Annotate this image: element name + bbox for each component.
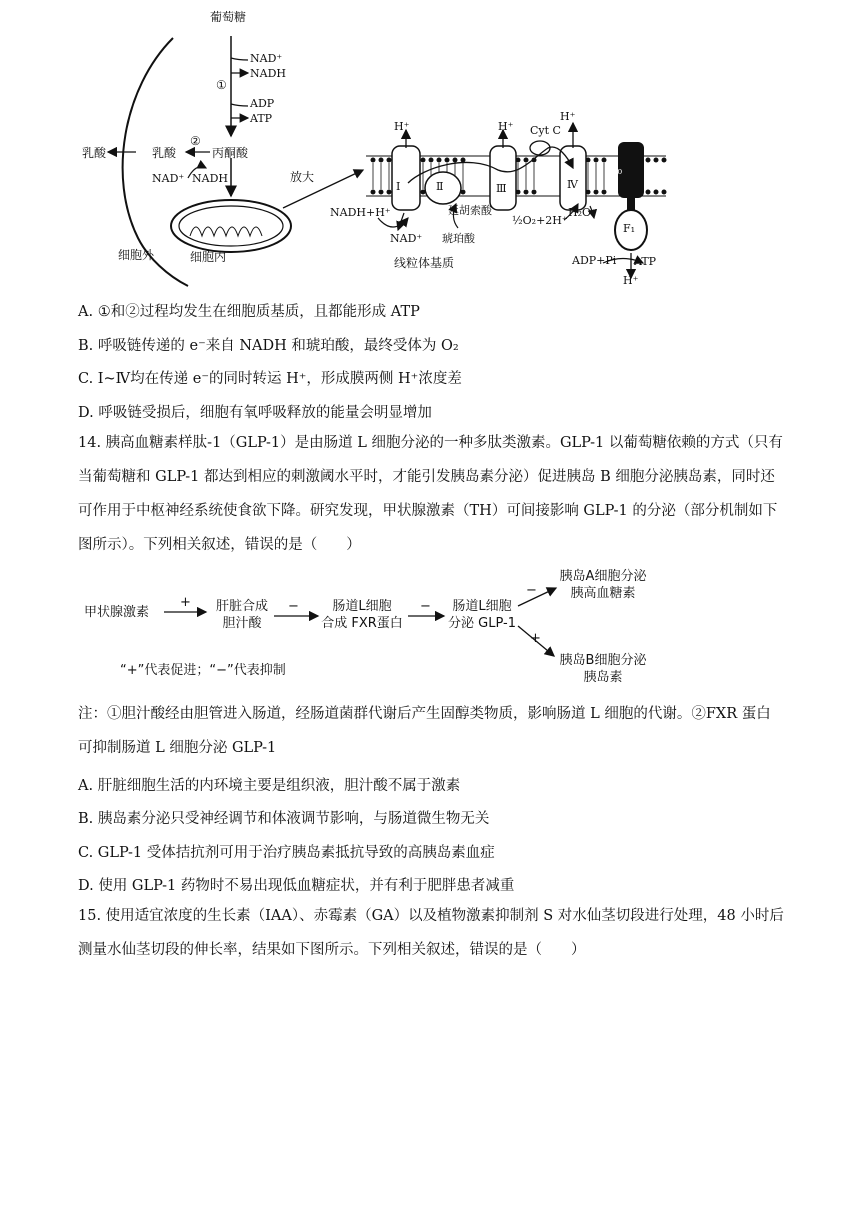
inside-label: 细胞内 xyxy=(190,250,227,264)
h2o-label: H₂O xyxy=(568,206,592,219)
complex-3-label: Ⅲ xyxy=(496,182,507,195)
beta-cell-box xyxy=(548,652,658,686)
fumarate-label: 延胡索酸 xyxy=(448,204,492,217)
nadh-h-label: NADH+H⁺ xyxy=(330,206,391,219)
o2-equation-label: ½O₂+2H⁺ xyxy=(512,214,568,227)
alpha-line1: 胰岛A细胞分泌 xyxy=(559,569,647,584)
liver-bile-line1: 肝脏合成 xyxy=(215,599,268,614)
q14-option-a: A. 肝脏细胞生活的内环境主要是组织液，胆汁酸不属于激素 xyxy=(78,778,461,794)
plus-sign-1: + xyxy=(180,595,191,610)
complex-4-label: Ⅳ xyxy=(567,178,578,191)
q14-option-d: D. 使用 GLP-1 药物时不易出现低血糖症状，并有利于肥胖患者减重 xyxy=(78,878,515,894)
glp1-secretion-box xyxy=(442,598,522,632)
fxr-box xyxy=(312,598,412,632)
matrix-label: 线粒体基质 xyxy=(394,256,455,270)
glp1-line2: 分泌 GLP-1 xyxy=(448,616,516,631)
beta-line2: 胰岛素 xyxy=(583,670,623,685)
step2-label: ② xyxy=(190,134,201,148)
thyroid-hormone-box: 甲状腺激素 xyxy=(84,605,150,620)
q13-option-d: D. 呼吸链受损后，细胞有氧呼吸释放的能量会明显增加 xyxy=(78,405,432,421)
q14-note: 注：①胆汁酸经由胆管进入肠道，经肠道菌群代谢后产生固醇类物质，影响肠道 L 细胞的代谢。②FXR 蛋白可抑制肠道 L 细胞分泌 GLP-1 xyxy=(78,706,771,756)
f1-label: F₁ xyxy=(623,222,636,235)
beta-line1: 胰岛B细胞分泌 xyxy=(559,653,647,668)
diagram-legend: “+”代表促进；“−”代表抑制 xyxy=(120,663,286,678)
nadh-label: NADH xyxy=(250,67,286,80)
adp-pi-label: ADP+Pi xyxy=(572,254,617,267)
q14-stem: 14. 胰高血糖素样肽-1（GLP-1）是由肠道 L 细胞分泌的一种多肽类激素。GLP-1 以葡萄糖依赖的方式（只有当葡萄糖和 GLP-1 都达到相应的刺激阈水平时，才能引发胰岛素分泌）促进胰岛 B 细胞分泌胰岛素，同时还可作用于中枢神经系统使食欲下降。研究发现，甲状腺激素（TH）可间接影响 GLP-1 的分泌（部分机制如下图所示）。下列相关叙述，错误的是（ ） xyxy=(78,435,783,553)
f0-label: F₀ xyxy=(610,164,623,177)
q13-option-a: A. ①和②过程均发生在细胞质基质，且都能形成 ATP xyxy=(78,304,420,320)
h-plus-3-label: H⁺ xyxy=(560,110,576,123)
plus-sign-2: + xyxy=(530,631,541,646)
q13-option-b: B. 呼吸链传递的 e⁻来自 NADH 和琥珀酸，最终受体为 O₂ xyxy=(78,338,459,354)
cytc-label: Cyt C xyxy=(530,124,561,137)
h-plus-2-label: H⁺ xyxy=(498,120,514,133)
respiration-figure xyxy=(78,8,678,293)
adp-label: ADP xyxy=(250,97,275,110)
liver-bile-box xyxy=(212,598,272,632)
zoom-label: 放大 xyxy=(290,170,315,184)
glp1-line1: 肠道L细胞 xyxy=(452,599,512,614)
liver-bile-line2: 胆汁酸 xyxy=(222,616,262,631)
q15-stem: 15. 使用适宜浓度的生长素（IAA）、赤霉素（GA）以及植物激素抑制剂 S 对水仙茎切段进行处理，48 小时后测量水仙茎切段的伸长率，结果如下图所示。下列相关叙述，错误的是（ ） xyxy=(78,908,784,958)
nadh2-label: NADH xyxy=(192,172,228,185)
h-plus-1-label: H⁺ xyxy=(394,120,410,133)
step1-label: ① xyxy=(216,78,227,92)
nad2-label: NAD⁺ xyxy=(152,172,185,185)
minus-sign-3: − xyxy=(526,583,537,598)
glucose-label: 葡萄糖 xyxy=(210,10,247,24)
succinate-label: 琥珀酸 xyxy=(442,232,475,245)
minus-sign-2: − xyxy=(420,599,431,614)
fxr-line2: 合成 FXR蛋白 xyxy=(321,616,403,631)
lactate-out-label: 乳酸 xyxy=(82,146,107,160)
h-plus-4-label: H⁺ xyxy=(623,274,639,287)
glp1-diagram xyxy=(78,560,698,690)
atp-label: ATP xyxy=(250,112,273,125)
minus-sign-1: − xyxy=(288,599,299,614)
pyruvate-label: 丙酮酸 xyxy=(212,146,249,160)
nad3-label: NAD⁺ xyxy=(390,232,423,245)
q14-option-c: C. GLP-1 受体拮抗剂可用于治疗胰岛素抵抗导致的高胰岛素血症 xyxy=(78,845,495,861)
lactate-in-label: 乳酸 xyxy=(152,146,177,160)
nad-label: NAD⁺ xyxy=(250,52,283,65)
complex-1-label: Ⅰ xyxy=(396,180,401,193)
alpha-line2: 胰高血糖素 xyxy=(570,586,636,601)
complex-2-label: Ⅱ xyxy=(436,180,444,193)
alpha-cell-box xyxy=(548,568,658,602)
q14-option-b: B. 胰岛素分泌只受神经调节和体液调节影响，与肠道微生物无关 xyxy=(78,811,490,827)
outside-label: 细胞外 xyxy=(118,248,155,262)
fxr-line1: 肠道L细胞 xyxy=(332,599,392,614)
q13-option-c: C. Ⅰ~Ⅳ均在传递 e⁻的同时转运 H⁺，形成膜两侧 H⁺浓度差 xyxy=(78,371,462,387)
atp2-label: ATP xyxy=(634,255,657,268)
